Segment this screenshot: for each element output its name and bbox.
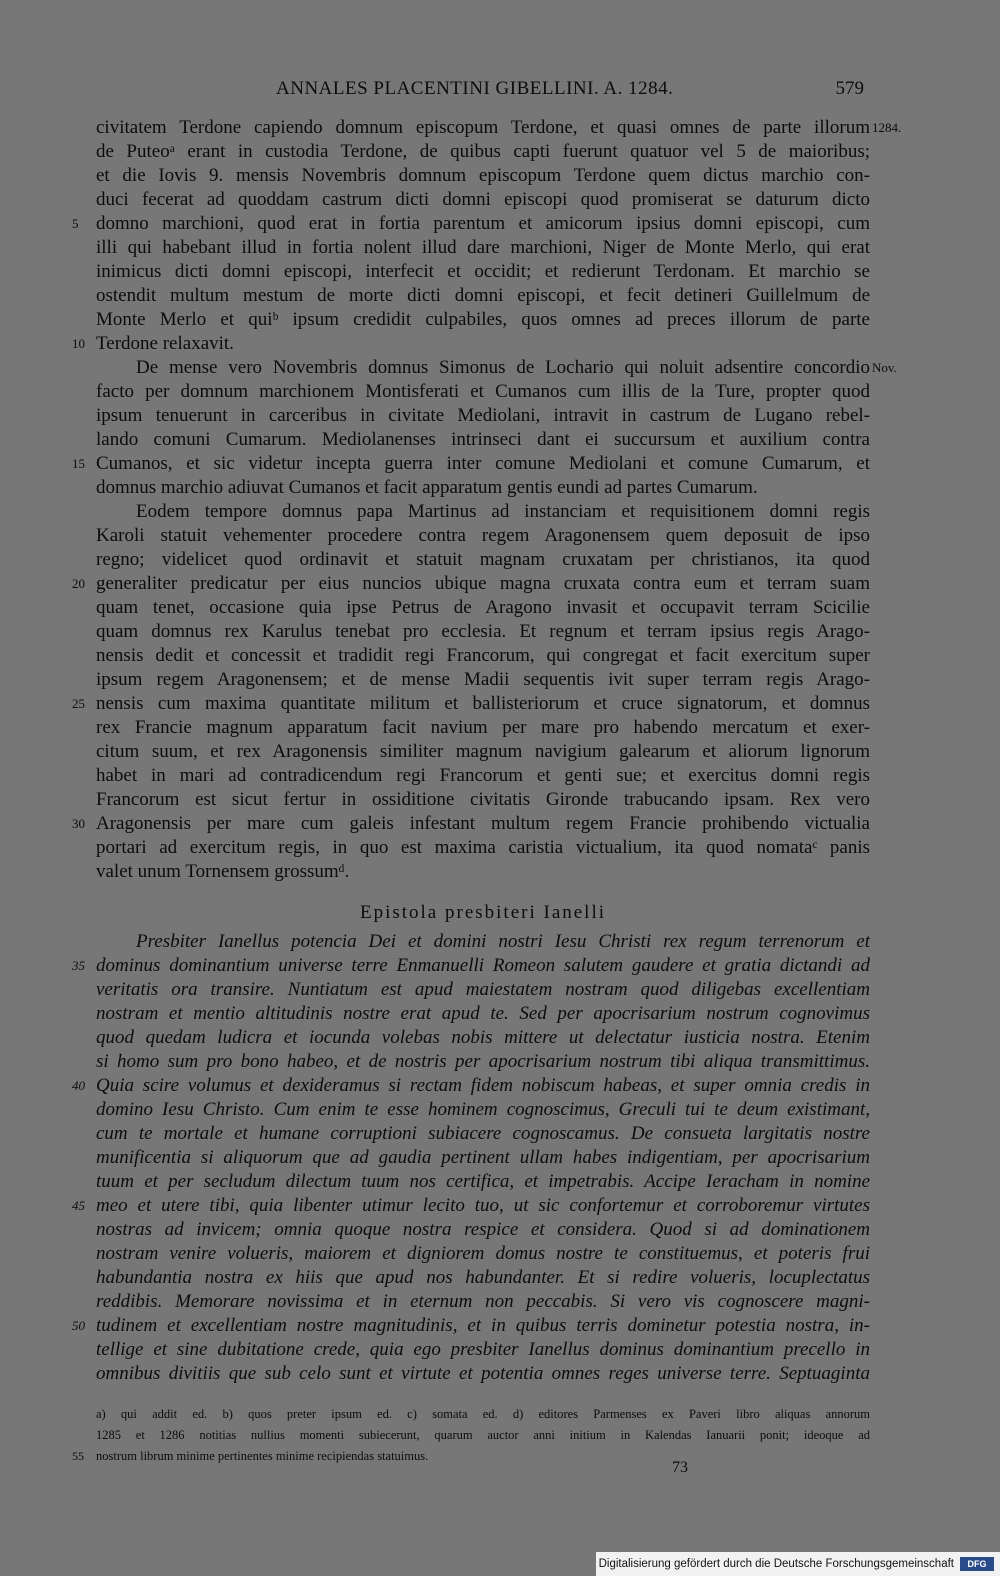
line-text: De mense vero Novembris domnus Simonus de Lochario qui noluit adsentire concordio — [136, 357, 870, 378]
text-line — [96, 1290, 870, 1314]
text-line — [72, 954, 870, 978]
line-text: quam domnus rex Karulus tenebat pro ecclesia. Et regnum et terram ipsius regis Arago- — [96, 621, 870, 642]
text-line — [72, 1074, 870, 1098]
text-line — [96, 380, 870, 404]
text-line — [96, 1425, 870, 1446]
text-line — [96, 978, 870, 1002]
dfg-logo: DFG — [960, 1557, 994, 1571]
text-line — [96, 164, 870, 188]
line-number: 10 — [72, 336, 85, 351]
line-text: regno; videlicet quod ordinavit et statuit magnam cruxatam per christianos, ita quod — [96, 549, 870, 570]
text-line — [72, 572, 870, 596]
line-text: ipsum tenuerunt in carceribus in civitate Mediolani, intravit in castrum de Lugano rebel- — [96, 405, 870, 426]
margin-note: 1284. — [872, 120, 902, 135]
line-text: civitatem Terdone capiendo domnum episcopum Terdone, et quasi omnes de parte illorum — [96, 117, 870, 138]
line-number: 55 — [72, 1449, 84, 1463]
text-line — [72, 812, 870, 836]
text-line — [96, 644, 870, 668]
main-text — [72, 116, 902, 884]
text-line — [96, 740, 870, 764]
text-line — [96, 764, 870, 788]
line-text: a) qui addit ed. b) quos preter ipsum ed. c) somata ed. d) editores Parmenses ex Paveri libro aliquas annorum — [96, 1407, 870, 1421]
line-number: 25 — [72, 696, 85, 711]
text-line — [96, 500, 870, 524]
line-text: nostram et mentio altitudinis nostre erat apud te. Sed per apocrisarium nostrum cognovimus — [96, 1003, 870, 1024]
line-text: ostendit multum mestum de morte dicti domni episcopi, et fecit detineri Guillelmum de — [96, 285, 870, 306]
line-text: nostram venire volueris, maiorem et digniorem domus nostre te constituemus, et poteris frui — [96, 1243, 870, 1264]
text-line — [96, 524, 870, 548]
line-text: 1285 et 1286 notitias nullius momenti subiecerunt, quarum auctor anni initium in Kalendas Ianuarii ponit; ideoque ad — [96, 1428, 870, 1442]
letter-text — [72, 930, 870, 1386]
text-line — [96, 116, 902, 140]
line-text: dominus dominantium universe terre Enmanuelli Romeon salutem gaudere et gratia dictandi ad — [96, 955, 870, 976]
text-line — [72, 1446, 870, 1467]
line-number: 45 — [72, 1198, 85, 1213]
line-text: lando comuni Cumarum. Mediolanenses intrinseci dant ei succursum et auxilium contra — [96, 429, 870, 450]
line-number: 40 — [72, 1078, 85, 1093]
line-text: habundantia nostra ex hiis que apud nos habundanter. Et si redire volueris, locuplectatus — [96, 1267, 870, 1288]
line-text: Quia scire volumus et dexideramus si rectam fidem nobiscum habeas, et super omnia credis in — [96, 1075, 870, 1096]
text-line — [96, 620, 870, 644]
line-text: valet unum Tornensem grossumᵈ. — [96, 861, 350, 882]
text-line — [96, 1266, 870, 1290]
text-line — [96, 1026, 870, 1050]
line-text: Aragonensis per mare cum galeis infestant multum regem Francie prohibendo victualia — [96, 813, 870, 834]
text-line — [96, 260, 870, 284]
sheet-signature: 73 — [672, 1459, 688, 1476]
letter-title: Epistola presbiteri Ianelli — [359, 902, 607, 923]
line-text: Terdone relaxavit. — [96, 333, 234, 354]
line-text: veritatis ora transire. Nuntiatum est apud maiestatem nostram quod diligebas excellentiam — [96, 979, 870, 1000]
text-line — [96, 1242, 870, 1266]
text-line — [96, 404, 870, 428]
text-line — [96, 1098, 870, 1122]
text-line — [96, 788, 870, 812]
line-number: 20 — [72, 576, 85, 591]
running-title: ANNALES PLACENTINI GIBELLINI. A. 1284. — [276, 78, 674, 99]
text-line — [96, 716, 870, 740]
line-text: et die Iovis 9. mensis Novembris domnum episcopum Terdone quem dictus marchio con- — [96, 165, 870, 186]
text-line — [96, 1404, 870, 1425]
text-line — [96, 930, 870, 954]
footnotes — [72, 1404, 870, 1467]
text-line — [96, 356, 897, 380]
text-line — [96, 308, 870, 332]
line-text: ipsum regem Aragonensem; et de mense Madii sequentis ivit super terram regis Arago- — [96, 669, 870, 690]
line-number: 35 — [72, 958, 85, 973]
line-text: de Puteoᵃ erant in custodia Terdone, de quibus capti fuerunt quatuor vel 5 de maioribus; — [96, 141, 870, 162]
line-text: munificentia si aliquorum que ad gaudia pertinent ullam habes indigentiam, per apocrisarium — [96, 1147, 870, 1168]
text-line — [96, 1002, 870, 1026]
text-line — [96, 476, 870, 500]
line-text: domno marchioni, quod erat in fortia parentum et amicorum ipsius domni episcopi, cum — [96, 213, 870, 234]
line-text: tellige et sine dubitatione crede, quia ego presbiter Ianellus dominus dominantium precello in — [96, 1339, 870, 1360]
line-text: meo et utere tibi, quia libenter utimur lecito tuo, ut sic confortemur et corroboremur virtutes — [96, 1195, 870, 1216]
text-line — [96, 1170, 870, 1194]
line-text: inimicus dicti domni episcopi, interfecit et occidit; et redierunt Terdonam. Et marchio se — [96, 261, 870, 282]
text-line — [96, 860, 870, 884]
line-text: si homo sum pro bono habeo, et de nostris per apocrisarium nostrum tibi aliqua transmittimus. — [96, 1051, 870, 1072]
text-line — [96, 428, 870, 452]
margin-note: Nov. — [872, 360, 897, 375]
text-line — [96, 1122, 870, 1146]
text-line — [96, 188, 870, 212]
text-line — [96, 1338, 870, 1362]
line-text: Francorum est sicut fertur in ossiditione civitatis Gironde trabucando ipsam. Rex vero — [96, 789, 870, 810]
line-text: domino Iesu Christo. Cum enim te esse hominem cognoscimus, Greculi tui te deum existimant, — [96, 1099, 870, 1120]
line-text: nostrum librum minime pertinentes minime recipiendas statuimus. — [96, 1449, 429, 1463]
text-line — [96, 1146, 870, 1170]
line-text: facto per domnum marchionem Montisferati et Cumanos cum illis de la Ture, propter quod — [96, 381, 870, 402]
text-line — [96, 1050, 870, 1074]
line-text: habet in mari ad contradicendum regi Francorum et genti sue; et exercitus domni regis — [96, 765, 870, 786]
line-text: tudinem et excellentiam nostre magnitudinis, et in quibus terris dominetur potestia nostra, in- — [96, 1315, 870, 1336]
text-line — [96, 1362, 870, 1386]
line-number: 30 — [72, 816, 85, 831]
line-text: portari ad exercitum regis, in quo est maxima caristia victualium, ita quod nomataᶜ panis — [96, 837, 870, 858]
line-text: citum suum, et rex Aragonensis similiter magnum navigium galearum et aliorum lignorum — [96, 741, 870, 762]
text-line — [96, 596, 870, 620]
line-text: illi qui habebant illud in fortia nolent illud dare marchioni, Niger de Monte Merlo, qui erat — [96, 237, 870, 258]
line-text: rex Francie magnum apparatum facit navium per mare pro habendo mercatum et exer- — [96, 717, 870, 738]
funding-footer — [596, 1552, 1000, 1576]
text-line — [72, 692, 870, 716]
text-line — [96, 548, 870, 572]
line-text: quam tenet, occasione quia ipse Petrus de Aragono invasit et occupavit terram Scicilie — [96, 597, 870, 618]
line-number: 15 — [72, 456, 85, 471]
text-line — [96, 1218, 870, 1242]
line-text: nostras ad invicem; omnia quoque nostra respice et considera. Quod si ad dominationem — [96, 1219, 870, 1240]
text-line — [72, 212, 870, 236]
line-text: nensis dedit et concessit et tradidit regi Francorum, qui congregat et facit exercitum super — [96, 645, 870, 666]
line-text: omnibus divitiis que sub celo sunt et virtute et potentia omnes reges universe terre. Septuaginta — [96, 1363, 870, 1384]
line-text: duci fecerat ad quoddam castrum dicti domni episcopi quod promiserat se daturum dicto — [96, 189, 870, 210]
text-line — [72, 452, 870, 476]
text-line — [96, 668, 870, 692]
line-number: 5 — [72, 216, 79, 231]
text-line — [96, 236, 870, 260]
text-line — [96, 836, 870, 860]
funding-text: Digitalisierung gefördert durch die Deutsche Forschungsgemeinschaft — [598, 1558, 954, 1570]
page-number: 579 — [835, 78, 864, 99]
text-line — [72, 1194, 870, 1218]
text-line — [72, 332, 870, 356]
line-text: Eodem tempore domnus papa Martinus ad instanciam et requisitionem domni regis — [136, 501, 870, 522]
line-text: Karoli statuit vehementer procedere contra regem Aragonensem quem deposuit de ipso — [96, 525, 870, 546]
line-text: quod quedam ludicra et iocunda volebas nobis mittere ut delectatur iusticia nostra. Etenim — [96, 1027, 870, 1048]
text-line — [96, 140, 870, 164]
line-text: generaliter predicatur per eius nuncios ubique magna cruxata contra eum et terram suam — [96, 573, 870, 594]
page-header — [96, 78, 876, 102]
line-number: 50 — [72, 1318, 85, 1333]
line-text: Cumanos, et sic videtur incepta guerra inter comune Mediolani et comune Cumarum, et — [96, 453, 870, 474]
line-text: nensis cum maxima quantitate militum et ballisteriorum et cruce signatorum, et domnus — [96, 693, 870, 714]
line-text: tuum et per secludum dilectum tuum nos certifica, et impetrabis. Accipe Ieracham in nomine — [96, 1171, 870, 1192]
line-text: reddibis. Memorare novissima et in eternum non peccabis. Si vero vis cognoscere magni- — [96, 1291, 870, 1312]
line-text: cum te mortale et humane corruptioni subiacere cognoscamus. De consueta largitatis nostre — [96, 1123, 870, 1144]
line-text: Monte Merlo et quiᵇ ipsum credidit culpabiles, quos omnes ad preces illorum de parte — [96, 309, 870, 330]
line-text: domnus marchio adiuvat Cumanos et facit apparatum gentis eundi ad partes Cumarum. — [96, 477, 758, 498]
line-text: Presbiter Ianellus potencia Dei et domini nostri Iesu Christi rex regum terrenorum et — [136, 931, 870, 952]
text-line — [72, 1314, 870, 1338]
text-line — [96, 284, 870, 308]
